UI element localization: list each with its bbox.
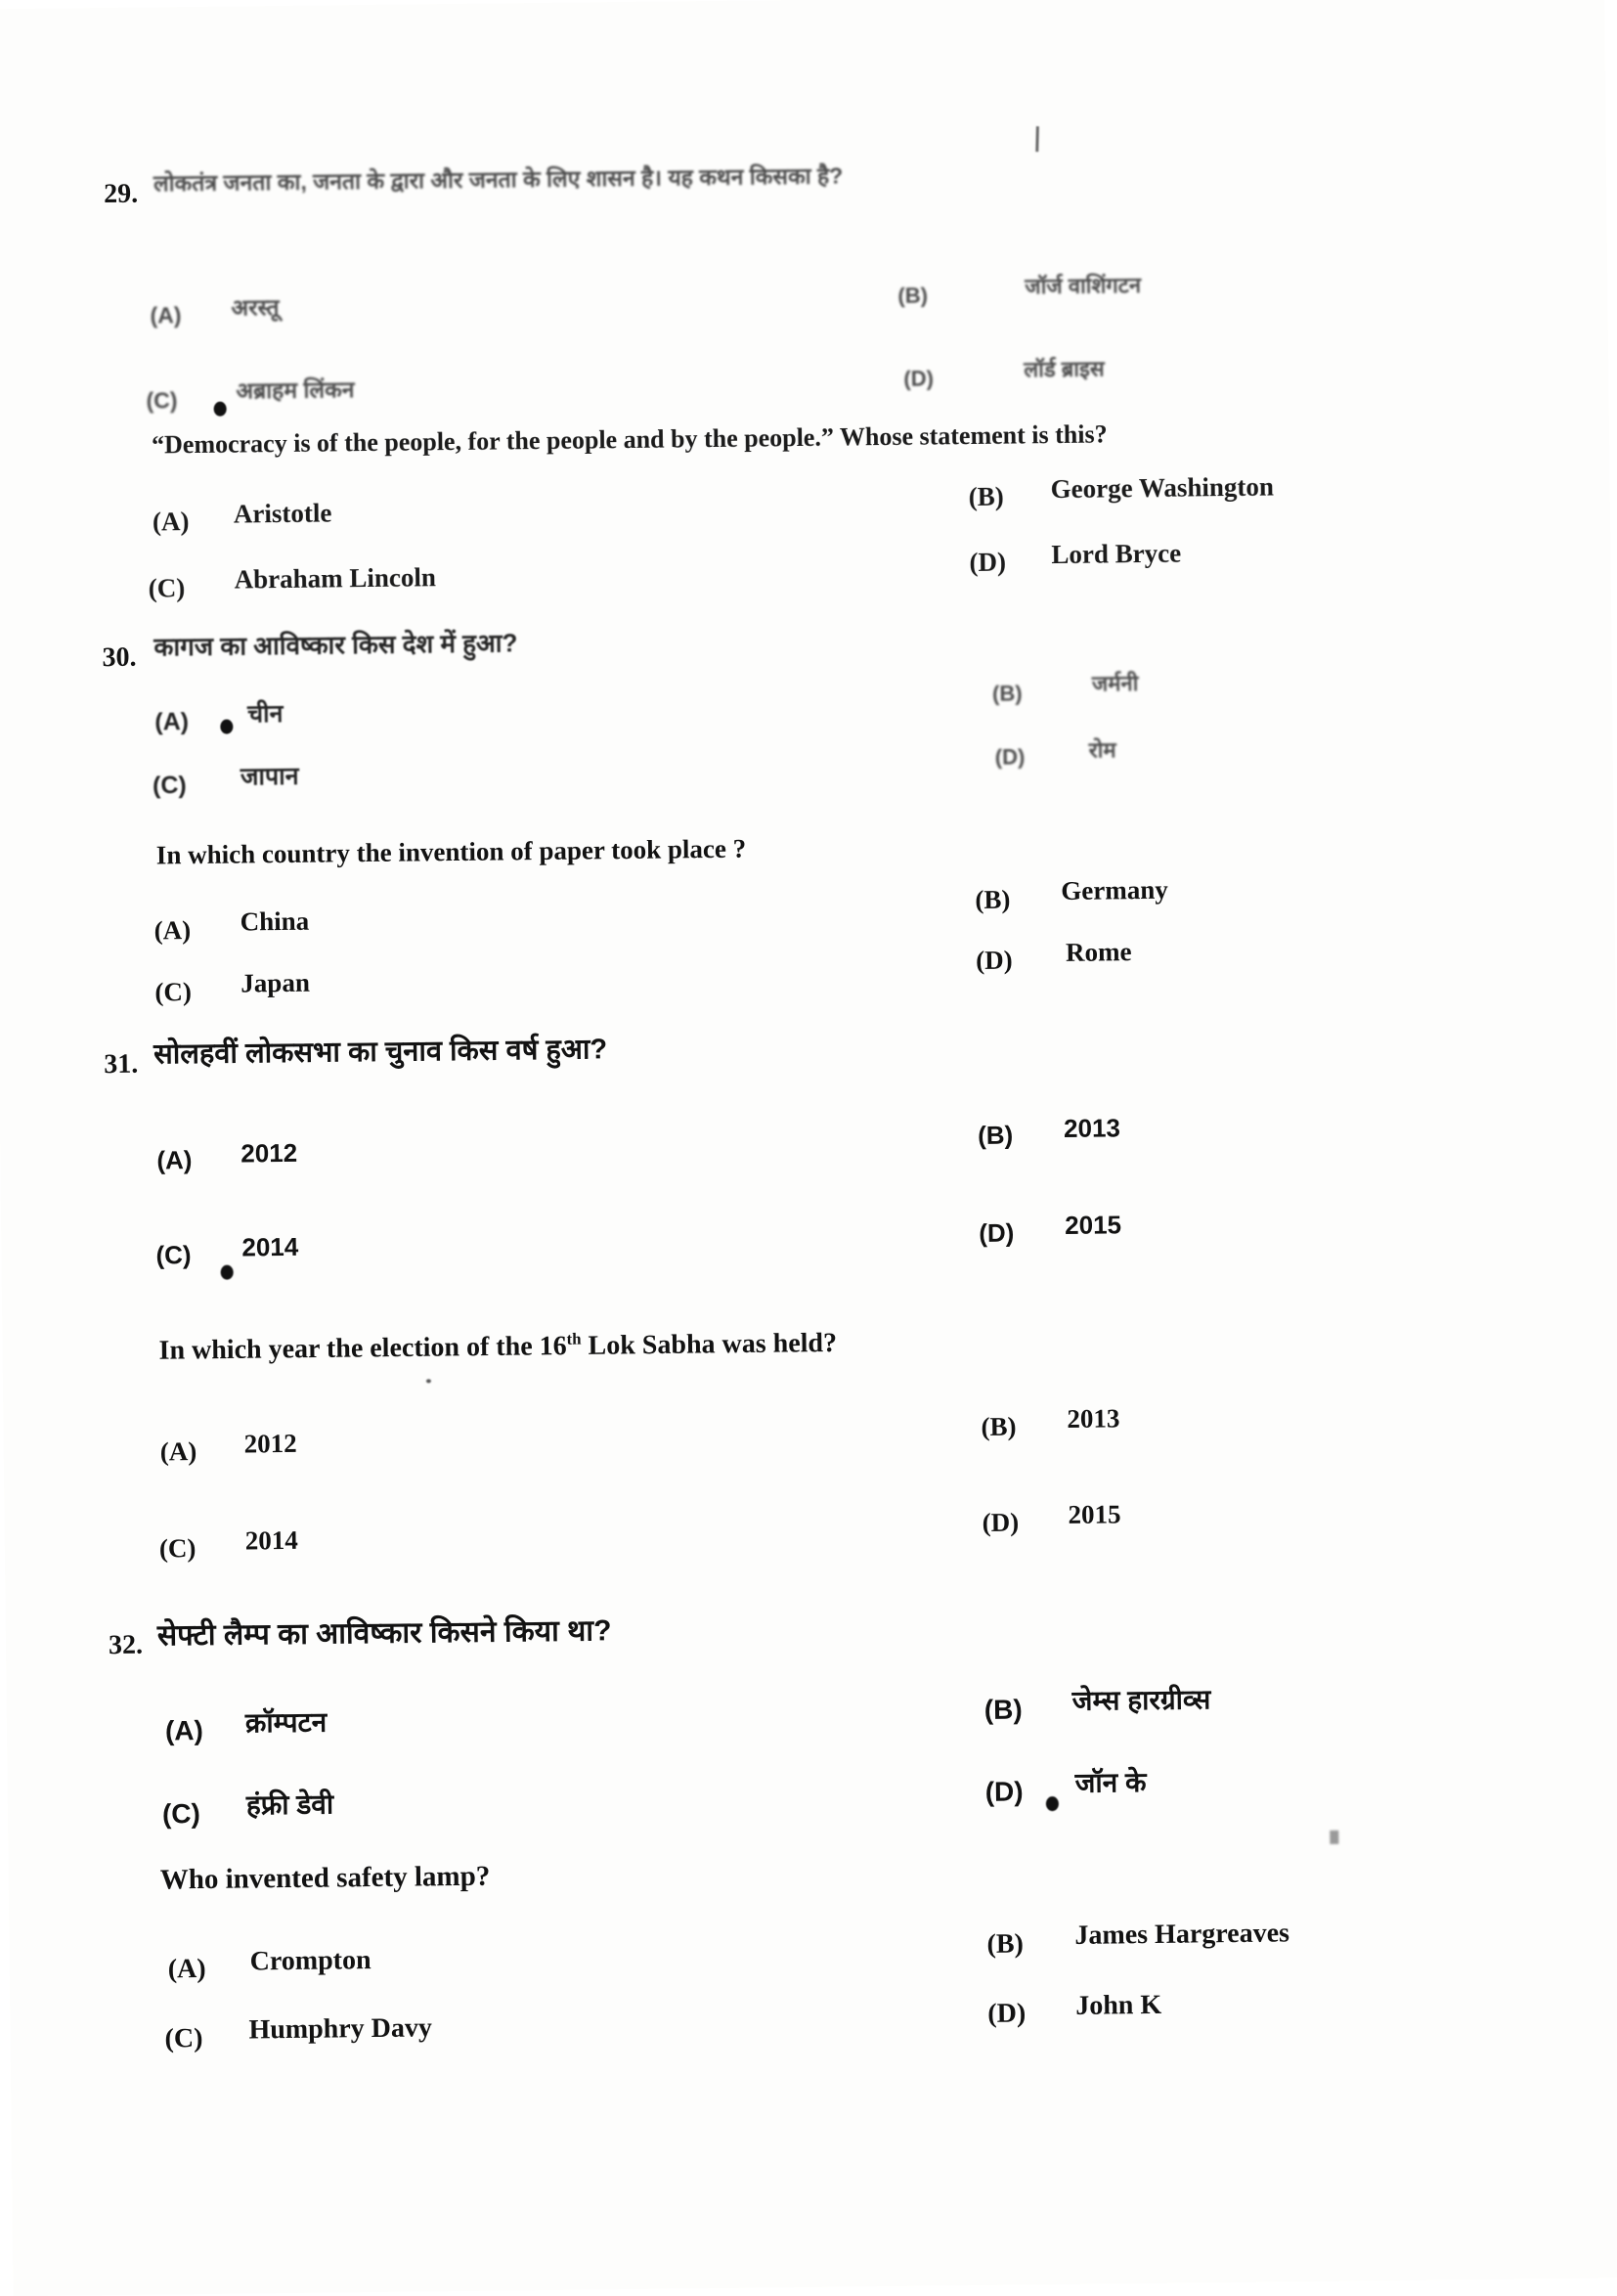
question-number: 31. bbox=[104, 1048, 139, 1081]
option-label-hindi: (B) bbox=[983, 1694, 1023, 1725]
option-label-english: (A) bbox=[153, 915, 192, 946]
question-text-english-pre: In which year the election of the 16 bbox=[158, 1331, 567, 1366]
option-text-english: George Washington bbox=[1050, 471, 1275, 505]
question-text-hindi: सोलहवीं लोकसभा का चुनाव किस वर्ष हुआ? bbox=[153, 1034, 608, 1071]
question-text-english-ordinal: th bbox=[566, 1329, 582, 1348]
option-label-hindi: (A) bbox=[150, 302, 182, 329]
option-text-english: 2012 bbox=[243, 1428, 297, 1459]
option-text-english: Rome bbox=[1065, 937, 1132, 967]
option-label-english: (D) bbox=[975, 945, 1013, 975]
scan-artifact-tick bbox=[1035, 126, 1039, 152]
option-label-english: (B) bbox=[981, 1411, 1017, 1441]
option-label-english: (C) bbox=[158, 1533, 197, 1564]
question-text-hindi: सेफ्टी लैम्प का आविष्कार किसने किया था? bbox=[156, 1614, 612, 1653]
option-label-hindi: (B) bbox=[991, 681, 1023, 706]
option-text-hindi: जेम्स हारग्रीव्स bbox=[1071, 1684, 1211, 1716]
option-label-hindi: (C) bbox=[161, 1798, 201, 1830]
option-label-english: (D) bbox=[987, 1998, 1027, 2029]
scan-artifact-dot bbox=[426, 1379, 431, 1383]
option-text-english: 2015 bbox=[1068, 1499, 1121, 1529]
option-text-hindi: जॉर्ज वाशिंगटन bbox=[1025, 273, 1142, 299]
option-text-hindi: 2012 bbox=[240, 1137, 298, 1169]
option-label-hindi: (A) bbox=[154, 708, 190, 736]
question-text-english-post: Lok Sabha was held? bbox=[581, 1327, 838, 1361]
question-number: 32. bbox=[108, 1629, 144, 1661]
option-label-hindi: (C) bbox=[155, 1240, 192, 1270]
option-label-hindi: (C) bbox=[152, 772, 187, 800]
option-text-hindi: हंफ्री डेवी bbox=[245, 1788, 334, 1821]
option-label-hindi: (D) bbox=[903, 366, 935, 391]
option-label-english: (B) bbox=[975, 884, 1011, 914]
answer-mark bbox=[1046, 1796, 1059, 1811]
option-text-english: Humphry Davy bbox=[248, 2012, 433, 2046]
answer-mark bbox=[214, 402, 227, 417]
option-label-english: (B) bbox=[986, 1928, 1025, 1960]
answer-mark bbox=[221, 1265, 234, 1280]
option-label-english: (C) bbox=[148, 573, 186, 603]
option-text-hindi: अरस्तू bbox=[231, 294, 280, 321]
question-number: 29. bbox=[103, 178, 139, 210]
option-text-english: Lord Bryce bbox=[1051, 538, 1182, 570]
option-label-hindi: (A) bbox=[156, 1145, 193, 1175]
option-label-hindi: (B) bbox=[977, 1120, 1014, 1150]
option-label-hindi: (C) bbox=[146, 387, 178, 414]
option-label-hindi: (D) bbox=[984, 1776, 1024, 1807]
option-label-english: (A) bbox=[159, 1436, 197, 1467]
option-label-english: (A) bbox=[167, 1953, 206, 1985]
question-text-hindi: लोकतंत्र जनता का, जनता के द्वारा और जनता के लिए शासन है। यह कथन किसका है? bbox=[153, 162, 844, 197]
option-text-hindi: चीन bbox=[247, 699, 284, 729]
option-text-english: Aristotle bbox=[233, 498, 332, 529]
question-text-english: Who invented safety lamp? bbox=[159, 1860, 491, 1896]
option-text-hindi: जापान bbox=[240, 762, 299, 791]
option-text-hindi: 2013 bbox=[1063, 1113, 1121, 1143]
option-text-hindi: जर्मनी bbox=[1091, 671, 1139, 696]
option-label-hindi: (D) bbox=[979, 1217, 1015, 1248]
option-text-english: 2013 bbox=[1067, 1403, 1120, 1434]
option-text-english: 2014 bbox=[244, 1524, 298, 1556]
question-text-english: “Democracy is of the people, for the people and by the people.” Whose statement is this? bbox=[151, 419, 1108, 460]
option-label-english: (B) bbox=[968, 481, 1004, 512]
option-text-english: Japan bbox=[240, 967, 311, 998]
option-text-english: Crompton bbox=[249, 1945, 371, 1977]
option-text-english: China bbox=[240, 905, 310, 937]
option-label-hindi: (D) bbox=[994, 744, 1026, 770]
option-text-hindi: अब्राहम लिंकन bbox=[236, 376, 355, 404]
answer-mark bbox=[220, 720, 233, 734]
option-text-english: Germany bbox=[1061, 874, 1168, 905]
question-text-english: In which country the invention of paper took place ? bbox=[155, 833, 747, 870]
option-text-hindi: रोम bbox=[1088, 737, 1116, 763]
option-label-english: (C) bbox=[154, 977, 193, 1007]
option-text-hindi: जॉन के bbox=[1074, 1767, 1147, 1798]
question-text-english bbox=[158, 1328, 837, 1366]
option-label-english: (C) bbox=[164, 2023, 203, 2054]
question-number: 30. bbox=[102, 641, 137, 674]
option-label-hindi: (B) bbox=[897, 283, 929, 308]
option-text-hindi: लॉर्ड ब्राइस bbox=[1024, 356, 1105, 382]
option-label-english: (D) bbox=[982, 1507, 1020, 1537]
option-label-english: (A) bbox=[152, 507, 190, 537]
option-text-hindi: 2015 bbox=[1065, 1210, 1122, 1240]
option-label-hindi: (A) bbox=[164, 1714, 204, 1746]
option-label-english: (D) bbox=[969, 547, 1007, 578]
option-text-english: James Hargreaves bbox=[1074, 1918, 1290, 1951]
scan-artifact-smudge bbox=[1330, 1831, 1338, 1844]
option-text-english: Abraham Lincoln bbox=[234, 562, 437, 595]
option-text-english: John K bbox=[1075, 1989, 1162, 2021]
option-text-hindi: 2014 bbox=[241, 1231, 299, 1262]
question-text-hindi: कागज का आविष्कार किस देश में हुआ? bbox=[153, 628, 518, 662]
option-text-hindi: क्रॉम्पटन bbox=[244, 1706, 328, 1739]
